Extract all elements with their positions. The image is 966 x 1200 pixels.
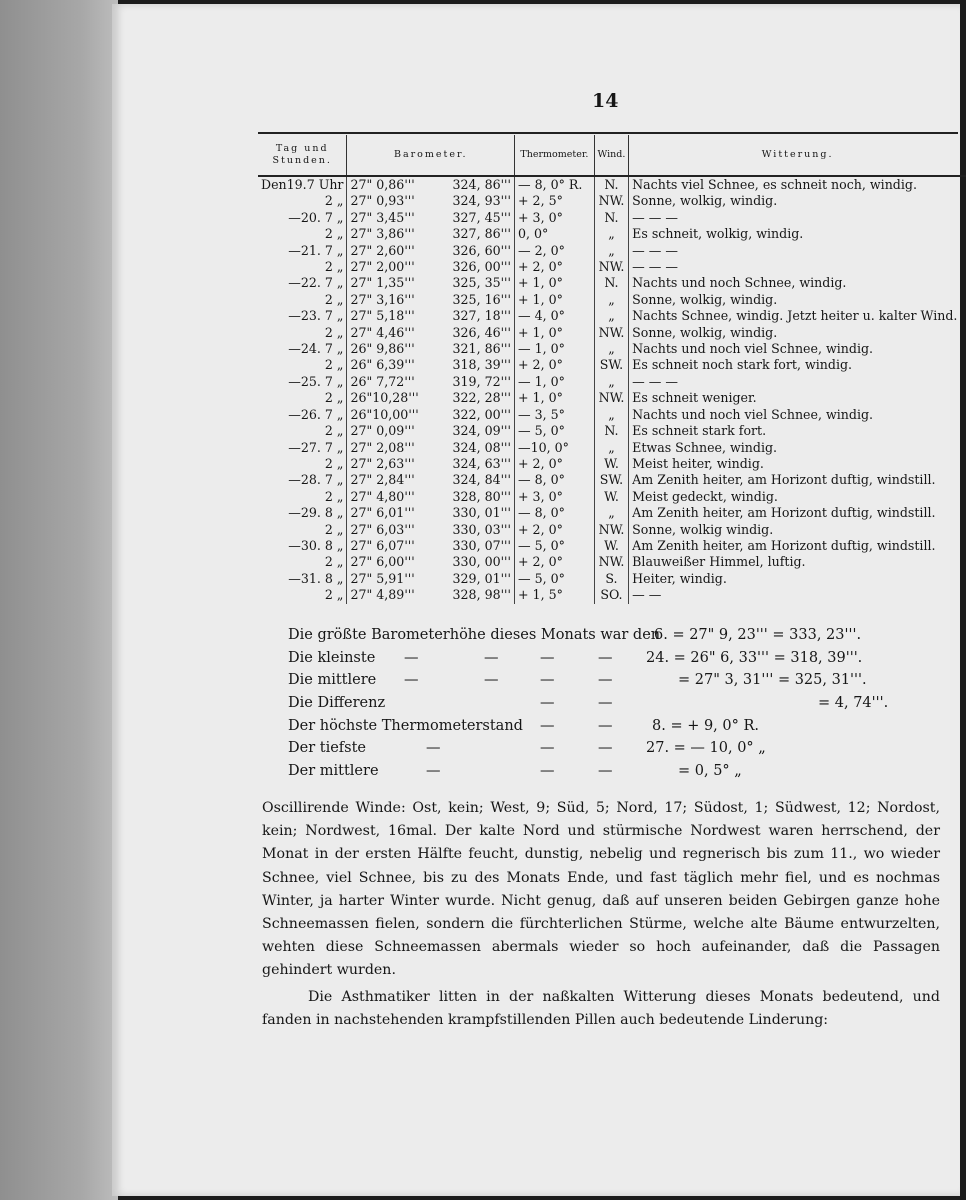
row-wind: N.	[594, 210, 628, 226]
row-wind: „	[594, 440, 628, 456]
row-day: —22. 7 „	[258, 275, 347, 291]
row-day: 2 „	[258, 390, 347, 406]
row-barometer-lines: 27" 0,86'''	[350, 177, 415, 192]
row-wind: SW.	[594, 357, 628, 373]
row-day: —30. 8 „	[258, 538, 347, 554]
row-barometer-lines: 27" 3,86'''	[350, 226, 415, 242]
row-weather: Nachts und noch Schnee, windig.	[632, 275, 847, 291]
table-row	[258, 423, 966, 439]
row-wind: „	[594, 407, 628, 423]
summary-row	[288, 692, 928, 715]
row-wind: „	[594, 292, 628, 308]
table-row	[258, 341, 966, 357]
summary-dash: —	[598, 649, 613, 666]
summary-dash: —	[540, 740, 555, 757]
row-thermometer: — 1, 0°	[515, 374, 595, 390]
row-barometer-lines: 27" 1,35'''	[350, 275, 415, 291]
row-wind: S.	[594, 571, 628, 587]
row-weather: Nachts viel Schnee, es schneit noch, windig.	[632, 177, 917, 192]
table-row	[258, 456, 966, 472]
row-barometer-lines: 27" 6,01'''	[350, 505, 415, 521]
row-barometer-lines: 27" 5,18'''	[350, 308, 415, 324]
row-wind: „	[594, 243, 628, 259]
row-barometer-total: 329, 01'''	[450, 571, 515, 587]
summary-dash: —	[540, 717, 555, 734]
row-barometer-lines: 27" 4,46'''	[350, 324, 415, 340]
row-weather: Am Zenith heiter, am Horizont duftig, windstill.	[632, 472, 936, 488]
row-wind: NW.	[594, 554, 628, 570]
row-day: —27. 7 „	[258, 440, 347, 456]
row-barometer-total: 322, 00'''	[450, 407, 515, 423]
row-day: 2 „	[258, 325, 347, 341]
row-wind: „	[594, 308, 628, 324]
row-day: Den19.7 Uhr	[258, 176, 347, 193]
row-barometer-total: 326, 60'''	[450, 243, 515, 259]
row-barometer-total: 326, 00'''	[450, 259, 515, 275]
table-row	[258, 522, 966, 538]
row-weather: Sonne, wolkig, windig.	[632, 291, 778, 307]
row-day: 2 „	[258, 522, 347, 538]
row-weather: — — —	[632, 259, 678, 275]
row-barometer-total: 324, 09'''	[450, 423, 515, 439]
summary-dash: —	[598, 717, 613, 734]
summary-value: = 4, 74'''.	[818, 695, 889, 712]
row-weather: Sonne, wolkig windig.	[632, 521, 774, 537]
row-wind: SO.	[594, 587, 628, 603]
summary-value: = 27" 3, 31''' = 325, 31'''.	[678, 672, 867, 689]
header-barometer: Barometer.	[347, 135, 515, 176]
row-day: 2 „	[258, 357, 347, 373]
row-barometer-total: 330, 03'''	[450, 522, 515, 538]
row-weather: Sonne, wolkig, windig.	[632, 324, 778, 340]
row-day: —26. 7 „	[258, 407, 347, 423]
paragraph-winds: Oscillirende Winde: Ost, kein; West, 9; Süd, 5; Nord, 17; Südost, 1; Südwest, 12; Nordost, kein; Nordwest, 16mal. Der kalte Nord und stürmische Nordwest waren herrschend, der Monat in der ersten Hälfte feucht, dunstig, nebelig und regnerisch bis zum 11., wo wieder Schnee, viel Schnee, bis zu des Monats Ende, und fast täglich mehr fiel, und es nochmas Winter, ja harter Winter wurde. Nicht genug, daß auf unseren beiden Gebirgen ganze hohe Schneemassen fielen, sondern die fürchterlichen Stürme, welche alte Bäume entwurzelten, wehten diese Schneemassen abermals wieder so hoch aufeinander, daß die Passagen gehindert wurden.	[262, 800, 940, 979]
summary-dash: —	[404, 649, 419, 666]
row-wind: NW.	[594, 390, 628, 406]
row-barometer-total: 322, 28'''	[450, 390, 515, 406]
row-wind: „	[594, 341, 628, 357]
row-barometer-total: 330, 00'''	[450, 554, 515, 570]
row-weather: Nachts und noch viel Schnee, windig.	[632, 341, 874, 357]
row-day: —24. 7 „	[258, 341, 347, 357]
summary-label: Der tiefste	[288, 740, 367, 757]
table-row	[258, 587, 966, 603]
row-thermometer: + 1, 0°	[515, 390, 595, 406]
row-wind: „	[594, 374, 628, 390]
row-barometer-lines: 27" 2,60'''	[350, 242, 415, 258]
table-row	[258, 489, 966, 505]
row-barometer-total: 327, 86'''	[450, 226, 515, 242]
row-thermometer: — 5, 0°	[515, 423, 595, 439]
row-day: —31. 8 „	[258, 571, 347, 587]
table-row	[258, 259, 966, 275]
summary-dash: —	[598, 672, 613, 689]
summary-row	[288, 715, 928, 738]
summary-dash: —	[540, 695, 555, 712]
row-thermometer: —10, 0°	[515, 440, 595, 456]
row-day: 2 „	[258, 193, 347, 209]
row-day: —20. 7 „	[258, 210, 347, 226]
row-thermometer: + 1, 0°	[515, 275, 595, 291]
row-barometer-lines: 27" 2,08'''	[350, 439, 415, 455]
row-barometer-total: 324, 93'''	[450, 193, 515, 209]
summary-row	[288, 669, 928, 692]
summary-row	[288, 737, 928, 760]
row-barometer-total: 319, 72'''	[450, 374, 515, 390]
row-day: 2 „	[258, 489, 347, 505]
table-row	[258, 210, 966, 226]
summary-row	[288, 647, 928, 670]
summary-row	[288, 760, 928, 783]
row-wind: NW.	[594, 325, 628, 341]
header-wind: Wind.	[594, 135, 628, 176]
table-row	[258, 176, 966, 193]
row-weather: Es schneit weniger.	[632, 390, 757, 406]
row-barometer-total: 328, 80'''	[450, 489, 515, 505]
summary-value: 6. = 27" 9, 23''' = 333, 23'''.	[654, 627, 862, 643]
summary-label: Die kleinste	[288, 649, 376, 666]
row-wind: N.	[594, 275, 628, 291]
row-wind: SW.	[594, 472, 628, 488]
row-thermometer: — 1, 0°	[515, 341, 595, 357]
row-weather: Es schneit stark fort.	[632, 423, 767, 439]
row-weather: Es schneit noch stark fort, windig.	[632, 357, 853, 373]
summary-dash: —	[484, 672, 499, 689]
header-thermometer: Thermometer.	[515, 135, 595, 176]
row-thermometer: + 2, 0°	[515, 456, 595, 472]
body-text	[262, 797, 940, 1032]
row-weather: Meist heiter, windig.	[632, 455, 764, 471]
row-barometer-lines: 27" 6,07'''	[350, 537, 415, 553]
row-barometer-lines: 26"10,00'''	[350, 406, 419, 422]
summary-value: 27. = — 10, 0° „	[646, 740, 766, 757]
row-thermometer: + 3, 0°	[515, 210, 595, 226]
row-thermometer: 0, 0°	[515, 226, 595, 242]
summary-dash: —	[598, 740, 613, 757]
row-wind: W.	[594, 538, 628, 554]
table-row	[258, 357, 966, 373]
table-top-rule	[258, 132, 958, 134]
row-thermometer: — 8, 0°	[515, 505, 595, 521]
row-thermometer: + 2, 0°	[515, 259, 595, 275]
row-barometer-total: 325, 35'''	[450, 275, 515, 291]
row-barometer-lines: 27" 2,63'''	[350, 455, 415, 471]
weather-table	[258, 135, 966, 604]
summary-block	[288, 624, 928, 783]
summary-dash: —	[598, 763, 613, 780]
summary-row	[288, 624, 928, 647]
table-row	[258, 390, 966, 406]
row-barometer-total: 326, 46'''	[450, 325, 515, 341]
table-row	[258, 193, 966, 209]
row-weather: Meist gedeckt, windig.	[632, 488, 778, 504]
table-row	[258, 472, 966, 488]
row-day: 2 „	[258, 259, 347, 275]
row-weather: Es schneit, wolkig, windig.	[632, 226, 804, 242]
table-row	[258, 440, 966, 456]
row-barometer-total: 324, 08'''	[450, 440, 515, 456]
table-row	[258, 243, 966, 259]
row-day: —25. 7 „	[258, 374, 347, 390]
row-thermometer: + 2, 5°	[515, 193, 595, 209]
row-wind: N.	[594, 176, 628, 193]
row-thermometer: + 2, 0°	[515, 357, 595, 373]
row-weather: — — —	[632, 373, 678, 389]
summary-label: Der höchste Thermometerstand	[288, 717, 523, 734]
row-barometer-lines: 27" 4,89'''	[350, 587, 415, 603]
row-barometer-lines: 27" 0,93'''	[350, 193, 415, 209]
row-weather: Nachts Schnee, windig. Jetzt heiter u. kalter Wind.	[632, 308, 958, 324]
row-thermometer: + 1, 0°	[515, 325, 595, 341]
paragraph-asthma: Die Asthmatiker litten in der naßkalten Witterung dieses Monats bedeutend, und fanden in nachstehenden krampfstillenden Pillen auch bedeutende Linderung:	[262, 988, 940, 1028]
page-edge-shadow	[0, 0, 118, 1200]
table-body	[258, 176, 966, 604]
row-barometer-lines: 26"10,28'''	[350, 390, 419, 406]
row-day: 2 „	[258, 456, 347, 472]
row-barometer-lines: 27" 3,16'''	[350, 291, 415, 307]
summary-label: Der mittlere	[288, 763, 379, 780]
row-weather: Am Zenith heiter, am Horizont duftig, windstill.	[632, 537, 936, 553]
row-thermometer: + 3, 0°	[515, 489, 595, 505]
row-barometer-lines: 26" 7,72'''	[350, 373, 415, 389]
summary-value: 24. = 26" 6, 33''' = 318, 39'''.	[646, 649, 863, 666]
row-weather: — — —	[632, 209, 678, 225]
row-weather: Etwas Schnee, windig.	[632, 439, 778, 455]
summary-dash: —	[404, 672, 419, 689]
row-barometer-lines: 27" 2,84'''	[350, 472, 415, 488]
table-row	[258, 374, 966, 390]
row-barometer-total: 330, 01'''	[450, 505, 515, 521]
page-number: 14	[592, 90, 619, 112]
row-barometer-lines: 27" 6,03'''	[350, 521, 415, 537]
row-wind: NW.	[594, 259, 628, 275]
table-row	[258, 407, 966, 423]
summary-label: Die mittlere	[288, 672, 377, 689]
summary-value: 8. = + 9, 0° R.	[652, 717, 760, 734]
table-row	[258, 275, 966, 291]
row-barometer-lines: 26" 6,39'''	[350, 357, 415, 373]
row-barometer-total: 328, 98'''	[450, 587, 515, 603]
row-weather: Sonne, wolkig, windig.	[632, 193, 778, 209]
row-day: 2 „	[258, 587, 347, 603]
summary-label: Die Differenz	[288, 695, 386, 712]
table-header-row	[258, 135, 966, 176]
row-day: 2 „	[258, 423, 347, 439]
row-weather: — — —	[632, 242, 678, 258]
row-weather: Nachts und noch viel Schnee, windig.	[632, 406, 874, 422]
header-weather: Witterung.	[629, 135, 966, 176]
row-barometer-total: 327, 18'''	[450, 308, 515, 324]
row-wind: N.	[594, 423, 628, 439]
table-row	[258, 554, 966, 570]
table-row	[258, 292, 966, 308]
table-row	[258, 538, 966, 554]
row-day: —23. 7 „	[258, 308, 347, 324]
row-weather: Heiter, windig.	[632, 570, 727, 586]
row-barometer-total: 321, 86'''	[450, 341, 515, 357]
header-day: Tag und Stunden.	[258, 135, 347, 176]
row-barometer-total: 325, 16'''	[450, 292, 515, 308]
row-barometer-lines: 27" 5,91'''	[350, 570, 415, 586]
row-thermometer: — 3, 5°	[515, 407, 595, 423]
row-thermometer: — 8, 0° R.	[515, 176, 595, 193]
row-barometer-total: 324, 84'''	[450, 472, 515, 488]
row-thermometer: + 2, 0°	[515, 554, 595, 570]
row-thermometer: — 5, 0°	[515, 538, 595, 554]
row-barometer-lines: 26" 9,86'''	[350, 341, 415, 357]
row-barometer-total: 330, 07'''	[450, 538, 515, 554]
row-day: 2 „	[258, 292, 347, 308]
row-barometer-total: 318, 39'''	[450, 357, 515, 373]
row-thermometer: — 2, 0°	[515, 243, 595, 259]
row-day: 2 „	[258, 554, 347, 570]
summary-dash: —	[598, 695, 613, 712]
table-row	[258, 505, 966, 521]
row-wind: „	[594, 226, 628, 242]
row-thermometer: + 2, 0°	[515, 522, 595, 538]
table-row	[258, 571, 966, 587]
row-wind: NW.	[594, 193, 628, 209]
row-weather: Am Zenith heiter, am Horizont duftig, windstill.	[632, 505, 936, 521]
summary-dash: —	[426, 763, 441, 780]
summary-label: Die größte Barometerhöhe dieses Monats war den	[288, 627, 661, 643]
row-thermometer: — 4, 0°	[515, 308, 595, 324]
table-row	[258, 325, 966, 341]
table-row	[258, 226, 966, 242]
row-day: —29. 8 „	[258, 505, 347, 521]
row-wind: W.	[594, 489, 628, 505]
summary-dash: —	[540, 672, 555, 689]
row-thermometer: + 1, 0°	[515, 292, 595, 308]
row-barometer-lines: 27" 3,45'''	[350, 209, 415, 225]
row-weather: Blauweißer Himmel, luftig.	[632, 554, 806, 570]
row-day: —21. 7 „	[258, 243, 347, 259]
row-barometer-lines: 27" 0,09'''	[350, 423, 415, 439]
row-barometer-lines: 27" 4,80'''	[350, 488, 415, 504]
row-day: —28. 7 „	[258, 472, 347, 488]
row-thermometer: — 8, 0°	[515, 472, 595, 488]
summary-dash: —	[540, 763, 555, 780]
summary-dash: —	[426, 740, 441, 757]
row-wind: W.	[594, 456, 628, 472]
row-barometer-total: 327, 45'''	[450, 210, 515, 226]
row-barometer-total: 324, 86'''	[450, 176, 515, 193]
row-thermometer: — 5, 0°	[515, 571, 595, 587]
summary-dash: —	[540, 649, 555, 666]
row-barometer-lines: 27" 6,00'''	[350, 554, 415, 570]
row-wind: „	[594, 505, 628, 521]
row-wind: NW.	[594, 522, 628, 538]
row-thermometer: + 1, 5°	[515, 587, 595, 603]
summary-dash: —	[484, 649, 499, 666]
summary-value: = 0, 5° „	[678, 763, 742, 780]
row-barometer-lines: 27" 2,00'''	[350, 259, 415, 275]
row-barometer-total: 324, 63'''	[450, 456, 515, 472]
row-day: 2 „	[258, 226, 347, 242]
table-row	[258, 308, 966, 324]
row-weather: — —	[632, 587, 662, 603]
